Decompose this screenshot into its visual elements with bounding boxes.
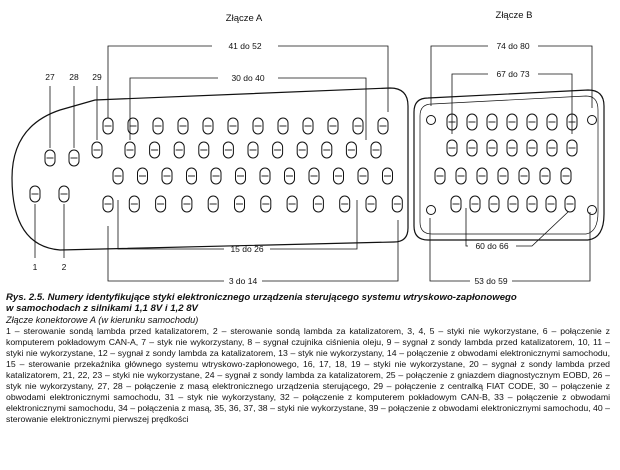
label-53-59: 53 do 59 xyxy=(474,276,508,286)
connector-a-pin xyxy=(125,142,135,158)
label-41-52: 41 do 52 xyxy=(228,41,262,51)
connector-b-pin xyxy=(435,168,445,184)
connector-a-pins xyxy=(30,118,402,212)
connector-a-pin xyxy=(103,118,113,134)
connector-b-pin xyxy=(547,114,557,130)
connector-a-pin xyxy=(340,196,350,212)
connector-a-pin xyxy=(150,142,160,158)
connector-a-pin xyxy=(174,142,184,158)
connector-a-pin xyxy=(287,196,297,212)
figure-caption xyxy=(6,292,610,425)
label-60-66: 60 do 66 xyxy=(475,241,509,251)
connector-a-pin xyxy=(353,118,363,134)
connector-a-pin xyxy=(92,142,102,158)
label-30-40: 30 do 40 xyxy=(231,73,265,83)
connector-b-pin xyxy=(456,168,466,184)
connector-b-pin xyxy=(467,140,477,156)
connector-a-pin xyxy=(303,118,313,134)
connector-a-pin xyxy=(69,150,79,166)
connector-a-pin xyxy=(203,118,213,134)
connector-a-pin xyxy=(178,118,188,134)
connector-a-pin xyxy=(156,196,166,212)
leader-60-66-right xyxy=(516,212,568,246)
connector-b-pin xyxy=(547,140,557,156)
connector-b-title: Złącze B xyxy=(495,10,533,21)
connector-a-pin xyxy=(162,168,172,184)
connector-b-pin xyxy=(447,140,457,156)
connector-b-pin xyxy=(561,168,571,184)
connector-b-pin xyxy=(567,140,577,156)
connector-a-pin xyxy=(30,186,40,202)
label-74-80: 74 do 80 xyxy=(496,41,530,51)
leader-41-52 xyxy=(108,46,212,118)
connector-a-pin xyxy=(322,142,332,158)
connector-a-pin xyxy=(45,150,55,166)
connector-a-pin xyxy=(285,168,295,184)
connector-b-pin xyxy=(507,140,517,156)
connector-a-pin xyxy=(128,118,138,134)
connector-a-pin xyxy=(371,142,381,158)
connector-a-pin xyxy=(328,118,338,134)
connector-a-pin xyxy=(113,168,123,184)
leader-53-59 xyxy=(430,218,470,281)
connector-a-pin xyxy=(346,142,356,158)
label-pin-29: 29 xyxy=(92,72,102,82)
connector-a-pin xyxy=(253,118,263,134)
connector-a-pin xyxy=(211,168,221,184)
connector-b-pin xyxy=(487,140,497,156)
leader-53-59-right xyxy=(512,212,590,281)
connector-b-pin xyxy=(451,196,461,212)
connector-b-pin xyxy=(467,114,477,130)
connector-a-pin xyxy=(199,142,209,158)
label-67-73: 67 do 73 xyxy=(496,69,530,79)
connector-b-pin xyxy=(527,114,537,130)
label-15-26: 15 do 26 xyxy=(230,244,264,254)
caption-title-line-2: w samochodach z silnikami 1,1 8V i 1,2 8V xyxy=(6,303,198,315)
connector-a-pin xyxy=(187,168,197,184)
label-pin-27: 27 xyxy=(45,72,55,82)
connector-b-pin xyxy=(540,168,550,184)
connector-b-pin xyxy=(527,196,537,212)
connector-a-pin xyxy=(103,196,113,212)
connector-a-pin xyxy=(235,196,245,212)
connector-b-pin xyxy=(477,168,487,184)
connector-a-housing xyxy=(12,88,408,250)
connector-b-pin xyxy=(487,114,497,130)
connector-a-pin xyxy=(129,196,139,212)
connector-a-pin xyxy=(182,196,192,212)
connector-b-pin xyxy=(508,196,518,212)
connector-b-guide xyxy=(588,116,597,125)
connector-a-pin xyxy=(248,142,258,158)
connector-a-pin xyxy=(236,168,246,184)
label-pin-1: 1 xyxy=(32,262,38,272)
connector-a-pin xyxy=(59,186,69,202)
connector-b-pin xyxy=(519,168,529,184)
leader-3-14-right xyxy=(262,220,398,281)
connector-a-pin xyxy=(278,118,288,134)
connector-b-housing xyxy=(414,90,604,240)
connector-b-pin xyxy=(507,114,517,130)
connector-b-inner xyxy=(420,96,598,234)
connector-b-pin xyxy=(498,168,508,184)
connector-a-pin xyxy=(392,196,402,212)
connector-a-pin xyxy=(261,196,271,212)
label-3-14: 3 do 14 xyxy=(228,276,258,286)
connector-a-pin xyxy=(334,168,344,184)
connector-a-pin xyxy=(309,168,319,184)
connector-a-pin xyxy=(260,168,270,184)
connector-a-title: Złącze A xyxy=(225,13,263,24)
label-pin-2: 2 xyxy=(61,262,67,272)
connector-b-pin xyxy=(565,196,575,212)
caption-title-line-1: Rys. 2.5. Numery identyfikujące styki elektronicznego urządzenia sterującego systemu wtryskowo-zapłonowego xyxy=(6,292,517,303)
connector-a-pin xyxy=(228,118,238,134)
connector-a-pin xyxy=(138,168,148,184)
connector-a-pin xyxy=(366,196,376,212)
connector-a-pin xyxy=(383,168,393,184)
leader-74-80-right xyxy=(538,46,592,108)
connector-a-pin xyxy=(358,168,368,184)
leader-3-14 xyxy=(108,226,224,281)
connector-a-pin xyxy=(297,142,307,158)
connector-a-pin xyxy=(313,196,323,212)
connector-a-pin xyxy=(378,118,388,134)
connector-a-pin xyxy=(223,142,233,158)
connector-b-guide xyxy=(427,206,436,215)
connector-b-pin xyxy=(546,196,556,212)
connector-b-pin xyxy=(527,140,537,156)
connector-a-pin xyxy=(153,118,163,134)
leader-30-40 xyxy=(130,78,218,140)
connector-a-pin xyxy=(208,196,218,212)
label-pin-28: 28 xyxy=(69,72,79,82)
caption-body: 1 – sterowanie sondą lambda przed katalizatorem, 2 – sterowanie sondą lambda za katalizatorem, 3, 4, 5 – styki nie wykorzystane, 6 – połączenie z komputerem pokładowym CAN-A, 7 – styk nie wykorzystany, 8 – sygnał czujnika ciśnienia oleju, 9 – sygnał z sondy lambda przed katalizatorem, 10, 11 – styki nie wykorzystane, 12 – sygnał z sondy lambda za katalizatorem, 13 – styk nie wykorzystany, 14 – połączenie z obwodami elektronicznymi samochodu, 15 – sterowanie przekaźnika głównego systemu wtryskowo-zapłonowego, 16, 17, 18, 19 – styki nie wykorzystane, 20 – sygnał z sondy lambda przed katalizatorem, 21, 22, 23 – styki nie wykorzystane, 24 – sygnał z sondy lambda za katalizatorem, 25 – połączenie z gniazdem diagnostycznym EOBD, 26 – styk nie wykorzystany, 27, 28 – połączenie z masą elektronicznego urządzenia sterującego, 29 – połączenie z centralką FIAT CODE, 30 – połączenie z obwodami elektronicznymi samochodu, 31 – styk nie wykorzystany, 32 – połączenie z komputerem pokładowym CAN-B, 33 – połączenie z obwodami elektronicznymi samochodu, 34 – połączenia z masą, 35, 36, 37, 38 – styki nie wykorzystane, 39 – połączenie z obwodami elektronicznymi samochodu, 40 – sterowanie elektronicznymi pierwszej prędkości xyxy=(6,326,610,424)
connector-b-guide xyxy=(588,206,597,215)
connector-b-pin xyxy=(489,196,499,212)
caption-subtitle: Złącze konektorowe A (w kierunku samochodu) xyxy=(6,315,199,326)
connector-a-pin xyxy=(273,142,283,158)
connector-b-guide xyxy=(427,116,436,125)
leader-41-52-right xyxy=(278,46,388,112)
connector-b-pin xyxy=(470,196,480,212)
